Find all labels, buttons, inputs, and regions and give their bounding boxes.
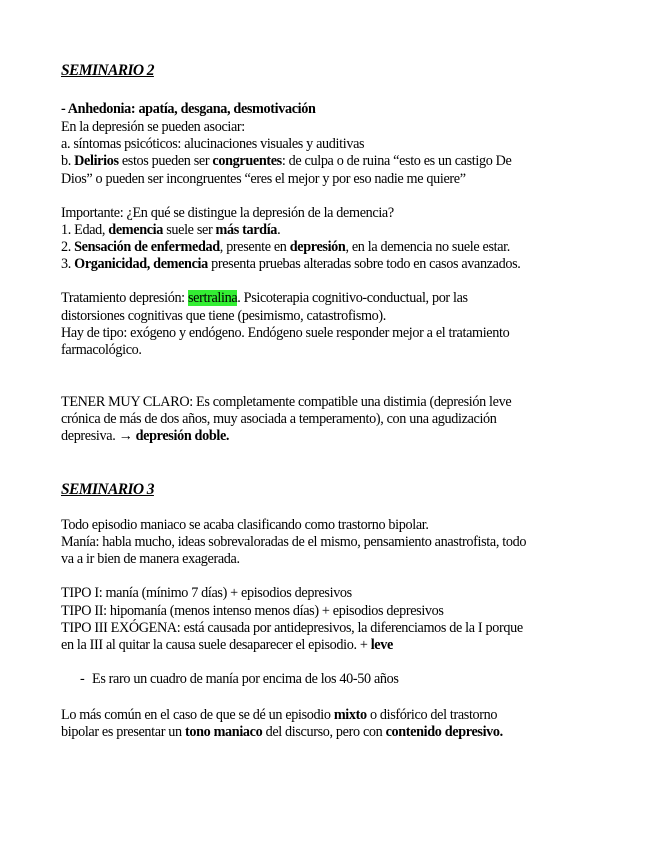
seminario-2-heading: SEMINARIO 2 (61, 62, 154, 79)
point-3: 3. Organicidad, demencia presenta pruebas alteradas sobre todo en casos avanzados. (61, 256, 521, 272)
mania-line1: Manía: habla mucho, ideas sobrevaloradas de el mismo, pensamiento anastrofista, todo (61, 534, 527, 550)
tener-line1: TENER MUY CLARO: Es completamente compatible una distimia (depresión leve (61, 394, 512, 410)
tipo-1: TIPO I: manía (mínimo 7 días) + episodios depresivos (61, 585, 352, 601)
item-b-line2: Dios” o pueden ser incongruentes “eres el mejor y por eso nadie me quiere” (61, 171, 466, 187)
comun-line2: bipolar es presentar un tono maniaco del discurso, pero con contenido depresivo. (61, 724, 503, 740)
tipo-3-line2: en la III al quitar la causa suele desaparecer el episodio. + leve (61, 637, 393, 653)
importante-question: Importante: ¿En qué se distingue la depresión de la demencia? (61, 205, 394, 221)
seminario-3-heading: SEMINARIO 3 (61, 481, 154, 498)
highlighted-sertralina: sertralina (187, 290, 238, 306)
tratamiento-line3: Hay de tipo: exógeno y endógeno. Endógeno suele responder mejor a el tratamiento (61, 325, 510, 341)
tipo-3-line1: TIPO III EXÓGENA: está causada por antidepresivos, la diferenciamos de la I porque (61, 620, 523, 636)
bullet-dash: - (80, 671, 85, 687)
anhedonia-heading: - Anhedonia: apatía, desgana, desmotivación (61, 101, 316, 117)
tener-line3: depresiva. → depresión doble. (61, 428, 230, 444)
point-2: 2. Sensación de enfermedad, presente en depresión, en la demencia no suele estar. (61, 239, 510, 255)
tratamiento-line4: farmacológico. (61, 342, 142, 358)
asociar-intro: En la depresión se pueden asociar: (61, 119, 245, 135)
episodio-line: Todo episodio maniaco se acaba clasificando como trastorno bipolar. (61, 517, 429, 533)
tener-line2: crónica de más de dos años, muy asociada a temperamento), con una agudización (61, 411, 497, 427)
tratamiento-line2: distorsiones cognitivas que tiene (pesimismo, catastrofismo). (61, 308, 386, 324)
comun-line1: Lo más común en el caso de que se dé un episodio mixto o disfórico del trastorno (61, 707, 498, 723)
item-b-line1: b. Delirios estos pueden ser congruentes: de culpa o de ruina “esto es un castigo De (61, 153, 512, 169)
mania-line2: va a ir bien de manera exagerada. (61, 551, 240, 567)
tratamiento-line1: Tratamiento depresión: sertralina. Psicoterapia cognitivo-conductual, por las (61, 290, 468, 306)
item-a: a. síntomas psicóticos: alucinaciones visuales y auditivas (61, 136, 365, 152)
point-1: 1. Edad, demencia suele ser más tardía. (61, 222, 281, 238)
tipo-2: TIPO II: hipomanía (menos intenso menos días) + episodios depresivos (61, 603, 444, 619)
bullet-item: - Es raro un cuadro de manía por encima de los 40-50 años (80, 671, 399, 687)
